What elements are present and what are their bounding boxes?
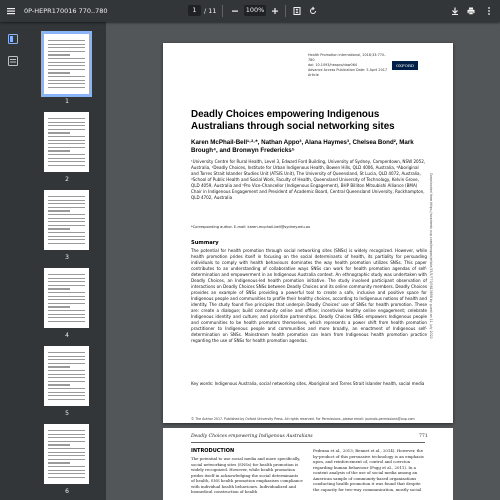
page-thumbnail[interactable] — [44, 268, 89, 328]
thumbnail-text-line — [48, 243, 85, 244]
thumbnail-text-line — [48, 147, 85, 148]
thumbnail-text-line — [48, 218, 85, 219]
download-watermark: Downloaded from https://academic.oup.com/heapro/article/33/5/770/3813898 by guest on 11 July 2022 — [429, 173, 433, 339]
thumbnail-text-line — [48, 370, 85, 371]
pdf-page-2 — [163, 428, 453, 500]
thumbnails-icon[interactable] — [6, 32, 20, 46]
thumbnail-text-line — [48, 303, 85, 304]
fit-page-icon[interactable] — [290, 4, 304, 18]
thumbnail-text-line — [48, 470, 85, 471]
header-line: Article — [308, 73, 319, 77]
thumbnail-text-line — [48, 62, 85, 63]
thumbnail-text-line — [48, 288, 70, 289]
thumbnail-text-line — [48, 477, 85, 478]
page-thumbnail[interactable] — [44, 34, 89, 94]
thumbnail-text-line — [48, 200, 85, 201]
thumbnail-text-line — [48, 441, 85, 442]
more-icon[interactable] — [482, 4, 496, 18]
thumbnail-text-line — [48, 388, 85, 389]
header-rule — [191, 442, 425, 443]
thumbnail-text-line — [48, 317, 85, 318]
toolbar-divider — [222, 5, 223, 17]
thumbnail-text-line — [48, 434, 85, 435]
thumbnail-text-line — [48, 292, 85, 293]
pdf-page-1 — [163, 43, 453, 423]
thumbnail-text-line — [48, 437, 85, 438]
header-line: Advance Access Publication Date: 5 April 2017 — [308, 68, 388, 72]
thumbnail-text-line — [48, 281, 85, 282]
thumbnail-text-line — [48, 76, 85, 77]
thumbnail-text-line — [48, 462, 70, 463]
introduction-heading: INTRODUCTION — [191, 448, 235, 454]
page-thumbnail[interactable] — [44, 346, 89, 406]
header-line: doi: 10.1093/heapro/daw064 — [308, 63, 358, 67]
thumbnail-text-line — [48, 399, 85, 400]
thumbnail-number: 4 — [65, 332, 69, 339]
thumbnail-text-line — [48, 395, 85, 396]
pdf-toolbar — [0, 0, 500, 22]
body-column-left: The potential to use social media and more specifically, social networking sites (SNSs) for health promotion is widely recognized. However, while health promotion prides itself in acknowledging the social determinants of health, SNS health promotion emphasises compliance with individual health behaviours. Individualized and biomedical construction of health — [191, 456, 303, 494]
thumbnail-text-line — [48, 51, 85, 52]
article-authors: Karen McPhail-Bell¹·²·*, Nathan Appo³, Alana Haymes³, Chelsea Bond², Mark Brough⁴, and Bronwyn Fredericks⁵ — [191, 139, 414, 154]
page-count: / 11 — [204, 7, 217, 15]
copyright-footer: © The Author 2017. Published by Oxford University Press. All rights reserved. For Permissions, please email: journals.permissions@oup.com — [191, 417, 415, 421]
thumbnail-text-line — [48, 359, 85, 360]
thumbnail-text-line — [48, 125, 85, 126]
thumbnail-panel — [28, 22, 106, 500]
thumbnail-text-line — [48, 392, 85, 393]
thumbnail-text-line — [48, 196, 85, 197]
thumbnail-text-line — [48, 232, 85, 233]
article-header — [308, 53, 388, 78]
thumbnail-text-line — [48, 140, 85, 141]
keywords: Key words: Indigenous Australia, social networking sites, Aboriginal and Torres Strait Islander health, social media — [191, 381, 425, 386]
running-head: Deadly Choices empowering Indigenous Australians — [191, 434, 313, 439]
zoom-level-input[interactable]: 100% — [245, 6, 265, 14]
thumbnail-text-line — [48, 165, 85, 166]
thumbnail-text-line — [48, 381, 85, 382]
thumbnail-text-line — [48, 129, 85, 130]
thumbnail-number: 3 — [65, 254, 69, 261]
print-icon[interactable] — [464, 4, 478, 18]
thumbnail-text-line — [48, 150, 70, 151]
page-number-input[interactable]: 1 — [188, 5, 201, 16]
thumbnail-text-line — [48, 274, 85, 275]
thumbnail-text-line — [48, 143, 85, 144]
thumbnail-text-line — [48, 384, 70, 385]
thumbnail-text-line — [48, 452, 85, 453]
thumbnail-text-line — [48, 54, 70, 55]
thumbnail-text-line — [48, 352, 85, 353]
thumbnail-number: 2 — [65, 176, 69, 183]
thumbnail-text-line — [48, 239, 85, 240]
thumbnail-text-line — [48, 44, 85, 45]
menu-icon[interactable] — [4, 4, 18, 18]
document-title: 0P-HEPR170016 770..780 — [24, 7, 108, 15]
outline-icon[interactable] — [6, 54, 20, 68]
thumbnail-text-line — [48, 306, 70, 307]
toolbar-divider — [285, 5, 286, 17]
author-affiliations: ¹University Centre for Rural Health, Level 3, Edward Ford Building, University of Sydney, Camperdown, NSW 2052, Australia, ²Deadly Choices, Institute for Urban Indigenous Health, Bowen Hills, QLD 4006, Australia, ³Aboriginal and Torres Strait Islander Studies Unit (ATSIS Unit), The University of Queensland, St Lucia, QLD 4072, Australia, ⁴School of Public Health and Social Work, Faculty of Health, Queensland University of Technology, Kelvin Grove, QLD 4059, Australia and ⁵Pro Vice-Chancellor (Indigenous Engagement), BHP Billiton Mitsubishi Alliance (BMA) Chair in Indigenous Engagement and President of Academic Board, Central Queensland University, Rockhampton, QLD 4702, Australia — [191, 159, 426, 200]
thumbnail-text-line — [48, 310, 85, 311]
thumbnail-text-line — [48, 65, 85, 66]
thumbnail-text-line — [48, 377, 85, 378]
thumbnail-text-line — [48, 203, 85, 204]
thumbnail-number: 6 — [65, 488, 69, 495]
thumbnail-text-line — [48, 296, 85, 297]
thumbnail-text-line — [48, 83, 85, 84]
corresponding-author: *Corresponding author. E-mail: karen.mcphail-bell@sydney.edu.au — [191, 225, 311, 229]
thumbnail-text-line — [48, 132, 70, 133]
article-title: Deadly Choices empowering Indigenous Australians through social networking sites — [191, 109, 395, 132]
publisher-logo: OXFORD — [392, 61, 418, 70]
page-thumbnail[interactable] — [44, 190, 89, 250]
thumbnail-text-line — [48, 40, 85, 41]
download-icon[interactable] — [448, 4, 462, 18]
thumbnail-text-line — [48, 87, 85, 88]
thumbnail-number: 5 — [65, 410, 69, 417]
thumbnail-text-line — [48, 118, 85, 119]
thumbnail-text-line — [48, 366, 70, 367]
rotate-icon[interactable] — [306, 4, 320, 18]
thumbnail-text-line — [48, 158, 85, 159]
thumbnail-text-line — [48, 72, 70, 73]
thumbnail-text-line — [48, 459, 85, 460]
summary-heading: Summary — [191, 240, 219, 246]
thumbnail-text-line — [48, 69, 85, 70]
thumbnail-text-line — [48, 455, 85, 456]
thumbnail-text-line — [48, 285, 85, 286]
thumbnail-text-line — [48, 136, 85, 137]
header-line: Health Promotion International, 2018;33:770–780 — [308, 53, 386, 62]
thumbnail-text-line — [48, 58, 85, 59]
thumbnail-text-line — [48, 374, 85, 375]
thumbnail-text-line — [48, 236, 85, 237]
thumbnail-text-line — [48, 363, 85, 364]
page-thumbnail[interactable] — [44, 424, 89, 484]
thumbnail-text-line — [48, 314, 85, 315]
thumbnail-text-line — [48, 207, 85, 208]
thumbnail-text-line — [48, 430, 85, 431]
thumbnail-text-line — [48, 473, 85, 474]
thumbnail-text-line — [48, 122, 85, 123]
thumbnail-text-line — [48, 214, 85, 215]
thumbnail-text-line — [48, 80, 85, 81]
thumbnail-text-line — [48, 210, 70, 211]
thumbnail-text-line — [48, 228, 70, 229]
zoom-in-icon[interactable] — [268, 4, 282, 18]
thumbnail-text-line — [48, 448, 85, 449]
thumbnail-text-line — [48, 466, 85, 467]
sidebar — [0, 22, 28, 500]
thumbnail-text-line — [48, 356, 85, 357]
thumbnail-text-line — [48, 444, 70, 445]
page-number: 771 — [419, 434, 428, 439]
thumbnail-text-line — [48, 278, 85, 279]
abstract-text: The potential for health promotion through social networking sites (SNSs) is widely recognized. However, while health promotion prides itself in focusing on the social determinants of health, its partiality for persuading individuals to comply with health behaviours dominates the way health promotion utilizes SNSs. This paper contributes to an understanding of collaborative ways SNSs can work for health promotion agendas of self-determination and empowerment in an Indigenous Australia context. An ethnographic study was undertaken with Deadly Choices, an Indigenous-led health promotion initiative. The study involved participant observation of interactions on Deadly Choices SNSs between Deadly Choices and its online community members. Deadly Choices provides an example of SNSs providing a powerful tool to create a safe, inclusive and positive space for Indigenous people and communities to profile their healthy choices, according to Indigenous notions of health and identity. The study found five principles that underpin Deadly Choices' use of SNSs for health promotion. These are: create a dialogue; build community online and offline; incentivise healthy online engagement; celebrate Indigenous identity and culture; and prioritize partnerships. Deadly Choices SNSs empowers Indigenous people and communities to be health promoters themselves, which represents a power shift from health promotion practitioner to Indigenous people and communities and more broadly, an enactment of Indigenous self-determination on SNSs. Mainstream health promotion can learn from Indigenous health promotion practice regarding the use of SNSs for health promotion agendas. — [191, 248, 427, 343]
thumbnail-text-line — [48, 47, 85, 48]
thumbnail-text-line — [48, 321, 85, 322]
thumbnail-text-line — [48, 225, 85, 226]
thumbnail-text-line — [48, 221, 85, 222]
thumbnail-text-line — [48, 154, 85, 155]
zoom-out-icon[interactable] — [228, 4, 242, 18]
body-column-right: Pedrana et al., 2013; Bennet et al., 2014). However, the by-product of this persuasive technology is an emphasis upon, and reinforcement of, control and coercion regarding human behaviour (Fogg et al., 2011). In a content analysis of the use of social media among an American sample of community-based organizations conducting health promotion it was found that despite the capacity for two-way communication, mostly social — [313, 448, 424, 492]
thumbnail-text-line — [48, 299, 85, 300]
page-thumbnail[interactable] — [44, 112, 89, 172]
thumbnail-text-line — [48, 161, 85, 162]
thumbnail-number: 1 — [65, 98, 69, 105]
